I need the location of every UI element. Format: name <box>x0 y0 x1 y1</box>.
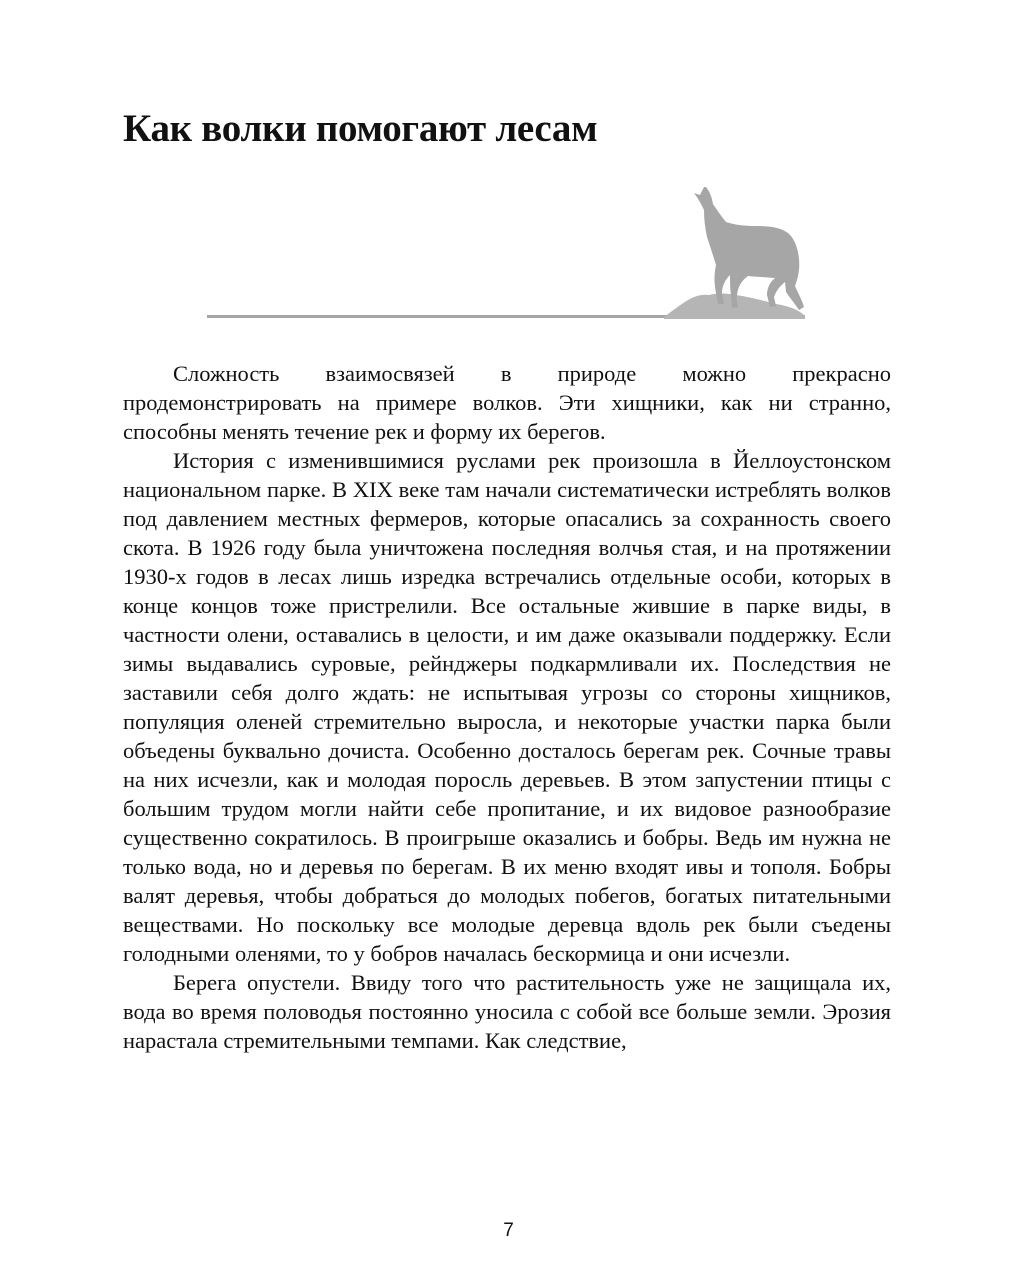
body-text <box>123 359 891 1055</box>
paragraph: История с изменившимися руслами рек произошла в Йеллоустонском национальном парке. В XIX веке там начали систематически истреблять волков под давлением местных фермеров, которые опасались за сохранность своего скота. В 1926 году была уничтожена последняя волчья стая, и на протяжении 1930-х годов в лесах лишь изредка встречались отдельные особи, которых в конце концов тоже пристрелили. Все остальные жившие в парке виды, в частности олени, оставались в целости, и им даже оказывали поддержку. Если зимы выдавались суровые, рейнджеры подкармливали их. Последствия не заставили себя долго ждать: не испытывая угрозы со стороны хищников, популяция оленей стремительно выросла, и некоторые участки парка были объедены буквально дочиста. Особенно досталось берегам рек. Сочные травы на них исчезли, как и молодая поросль деревьев. В этом запустении птицы с большим трудом могли найти себе пропитание, и их видовое разнообразие существенно сократилось. В проигрыше оказались и бобры. Ведь им нужна не только вода, но и деревья по берегам. В их меню входят ивы и тополя. Бобры валят деревья, чтобы добраться до молодых побегов, богатых питательными веществами. Но поскольку все молодые деревца вдоль рек были съедены голодными оленями, то у бобров началась бескормица и они исчезли. <box>123 448 891 966</box>
paragraph: Сложность взаимосвязей в природе можно прекрасно продемонстрировать на примере волков. Эти хищники, как ни странно, способны менять течение рек и форму их берегов. <box>123 361 891 444</box>
paragraph: Берега опустели. Ввиду того что растительность уже не защищала их, вода во время половодья постоянно уносила с собой все больше земли. Эрозия нарастала стремительными темпами. Как следствие, <box>123 970 891 1053</box>
page-title: Как волки помогают лесам <box>123 107 598 150</box>
howling-wolf-icon <box>664 183 809 319</box>
page-number: 7 <box>503 1220 514 1241</box>
wolf-body <box>694 187 804 310</box>
